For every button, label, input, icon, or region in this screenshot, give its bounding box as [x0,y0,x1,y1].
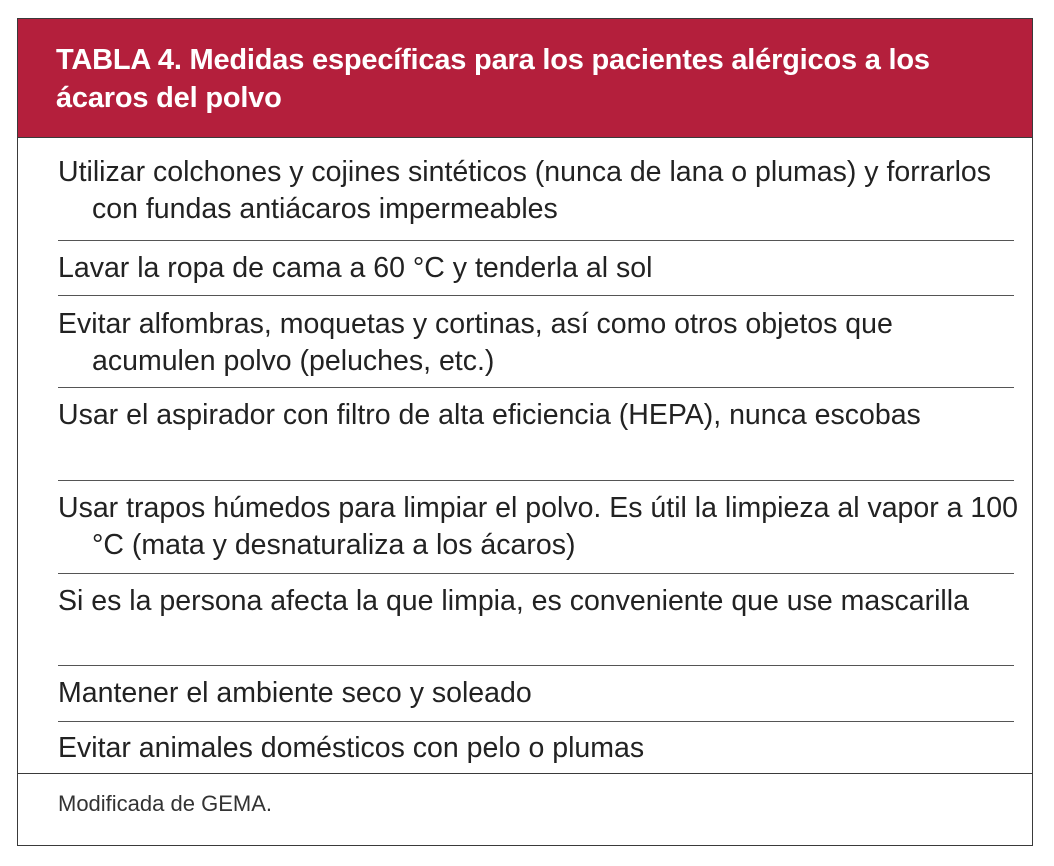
table-row [58,722,1014,773]
measures-table [17,18,1033,846]
row-text: Usar trapos húmedos para limpiar el polvo. Es útil la limpieza al vapor a 100 °C (mata y desnaturaliza a los ácaros) [58,492,1018,561]
table-row [58,296,1014,388]
table-row [58,241,1014,296]
table-header [18,19,1032,138]
table-title: TABLA 4. Medidas específicas para los pacientes alérgicos a los ácaros del polvo [56,44,930,114]
table-row [58,388,1014,481]
row-text: Usar el aspirador con filtro de alta eficiencia (HEPA), nunca escobas [58,399,921,431]
row-text: Evitar alfombras, moquetas y cortinas, así como otros objetos que acumulen polvo (peluches, etc.) [58,308,893,377]
table-row [58,138,1014,241]
row-text: Si es la persona afecta la que limpia, es conveniente que use mascarilla [58,585,969,617]
row-text: Lavar la ropa de cama a 60 °C y tenderla al sol [58,252,653,284]
table-row [58,666,1014,722]
table-footnote: Modificada de GEMA. [58,791,272,816]
table-row [58,481,1018,574]
row-text: Utilizar colchones y cojines sintéticos (nunca de lana o plumas) y forrarlos con fundas antiácaros impermeables [58,156,991,225]
row-text: Evitar animales domésticos con pelo o plumas [58,732,645,764]
row-text: Mantener el ambiente seco y soleado [58,677,532,709]
table-row [58,574,1014,666]
footer-divider [18,773,1032,774]
